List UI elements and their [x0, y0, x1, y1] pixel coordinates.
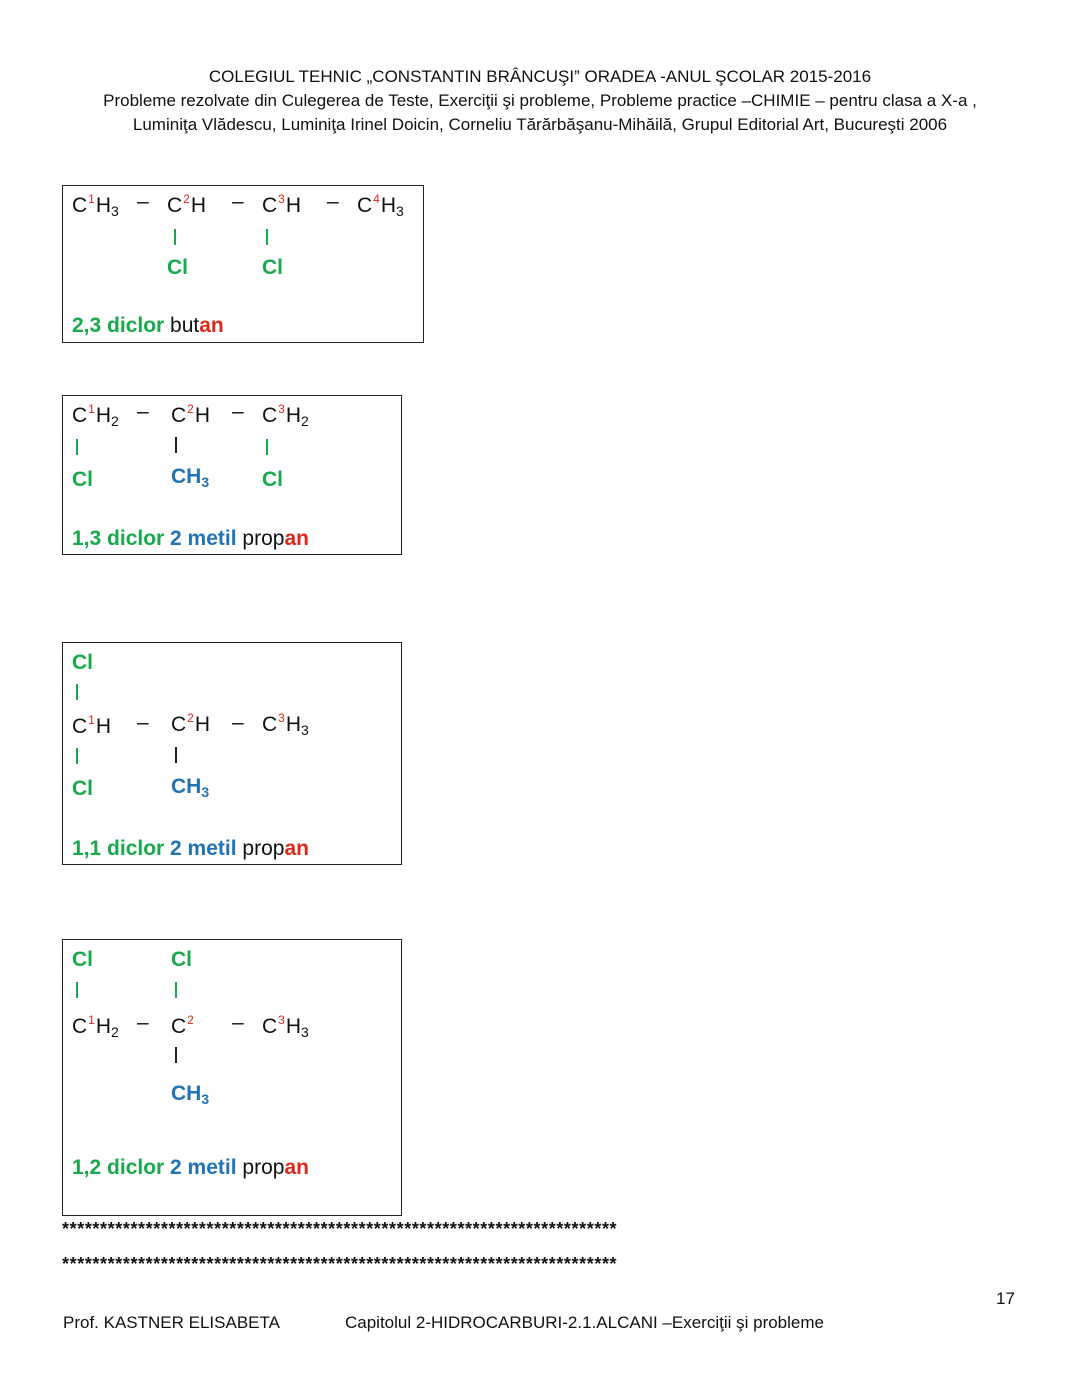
methyl-group: $CH_3$	[171, 465, 210, 490]
chlorine-atom: Cl	[72, 777, 93, 800]
page-number: 17	[996, 1289, 1015, 1308]
bond-vertical	[266, 439, 268, 455]
bond-vertical	[266, 229, 268, 245]
bond-vertical	[175, 747, 177, 763]
compound-name: 2,3 diclor butan	[72, 314, 224, 337]
carbon-1: $C^1H$	[72, 713, 112, 738]
structure-box-1-1-dichloro-2-methylpropane	[62, 642, 402, 865]
carbon-2: $C^2H$	[167, 192, 207, 217]
separator-line: *************************************************************************	[62, 1219, 618, 1239]
chlorine-atom: Cl	[171, 948, 192, 971]
bond-dash: –	[137, 190, 149, 213]
compound-name: 1,1 diclor 2 metil propan	[72, 837, 309, 860]
bond-vertical	[76, 684, 78, 700]
bond-vertical	[175, 437, 177, 453]
carbon-2: $C^2H$	[171, 402, 211, 427]
header-line-2: Probleme rezolvate din Culegerea de Teste, Exerciţii şi probleme, Probleme practice –CHIMIE – pentru clasa a X-a ,	[103, 91, 977, 110]
bond-vertical	[175, 982, 177, 998]
methyl-group: $CH_3$	[171, 775, 210, 800]
chlorine-atom: Cl	[72, 651, 93, 674]
bond-dash: –	[232, 1011, 244, 1034]
carbon-2: $C^2H$	[171, 711, 211, 736]
chlorine-atom: Cl	[167, 256, 188, 279]
carbon-3: $C^3H_2$	[262, 402, 309, 429]
bond-vertical	[174, 229, 176, 245]
carbon-3: $C^3H_3$	[262, 711, 309, 738]
compound-name: 1,3 diclor 2 metil propan	[72, 527, 309, 550]
carbon-3: $C^3H_3$	[262, 1013, 309, 1040]
separator-line: *************************************************************************	[62, 1254, 618, 1274]
carbon-4: $C^4H_3$	[357, 192, 404, 219]
carbon-3: $C^3H$	[262, 192, 302, 217]
chlorine-atom: Cl	[262, 256, 283, 279]
bond-dash: –	[137, 711, 149, 734]
chlorine-atom: Cl	[262, 468, 283, 491]
header-line-3: Luminiţa Vlădescu, Luminiţa Irinel Doicin, Corneliu Tărărbăşanu-Mihăilă, Grupul Editorial Art, Bucureşti 2006	[132, 115, 948, 134]
bond-vertical	[76, 982, 78, 998]
chlorine-atom: Cl	[72, 468, 93, 491]
bond-dash: –	[232, 190, 244, 213]
compound-name: 1,2 diclor 2 metil propan	[72, 1156, 309, 1179]
carbon-1: $C^1H_2$	[72, 1013, 119, 1040]
methyl-group: $CH_3$	[171, 1082, 210, 1107]
bond-dash: –	[137, 1011, 149, 1034]
carbon-2: $C^2$	[171, 1013, 194, 1038]
bond-dash: –	[327, 190, 339, 213]
bond-vertical	[76, 748, 78, 764]
header-line-1: COLEGIUL TEHNIC „CONSTANTIN BRÂNCUŞI” ORADEA -ANUL ŞCOLAR 2015-2016	[208, 67, 872, 86]
bond-dash: –	[232, 400, 244, 423]
bond-dash: –	[137, 400, 149, 423]
chlorine-atom: Cl	[72, 948, 93, 971]
carbon-1: $C^1H_3$	[72, 192, 119, 219]
footer-chapter: Capitolul 2-HIDROCARBURI-2.1.ALCANI –Exerciţii şi probleme	[345, 1313, 824, 1332]
bond-vertical	[76, 439, 78, 455]
bond-vertical	[175, 1047, 177, 1063]
carbon-1: $C^1H_2$	[72, 402, 119, 429]
footer-author: Prof. KASTNER ELISABETA	[63, 1313, 280, 1332]
bond-dash: –	[232, 711, 244, 734]
